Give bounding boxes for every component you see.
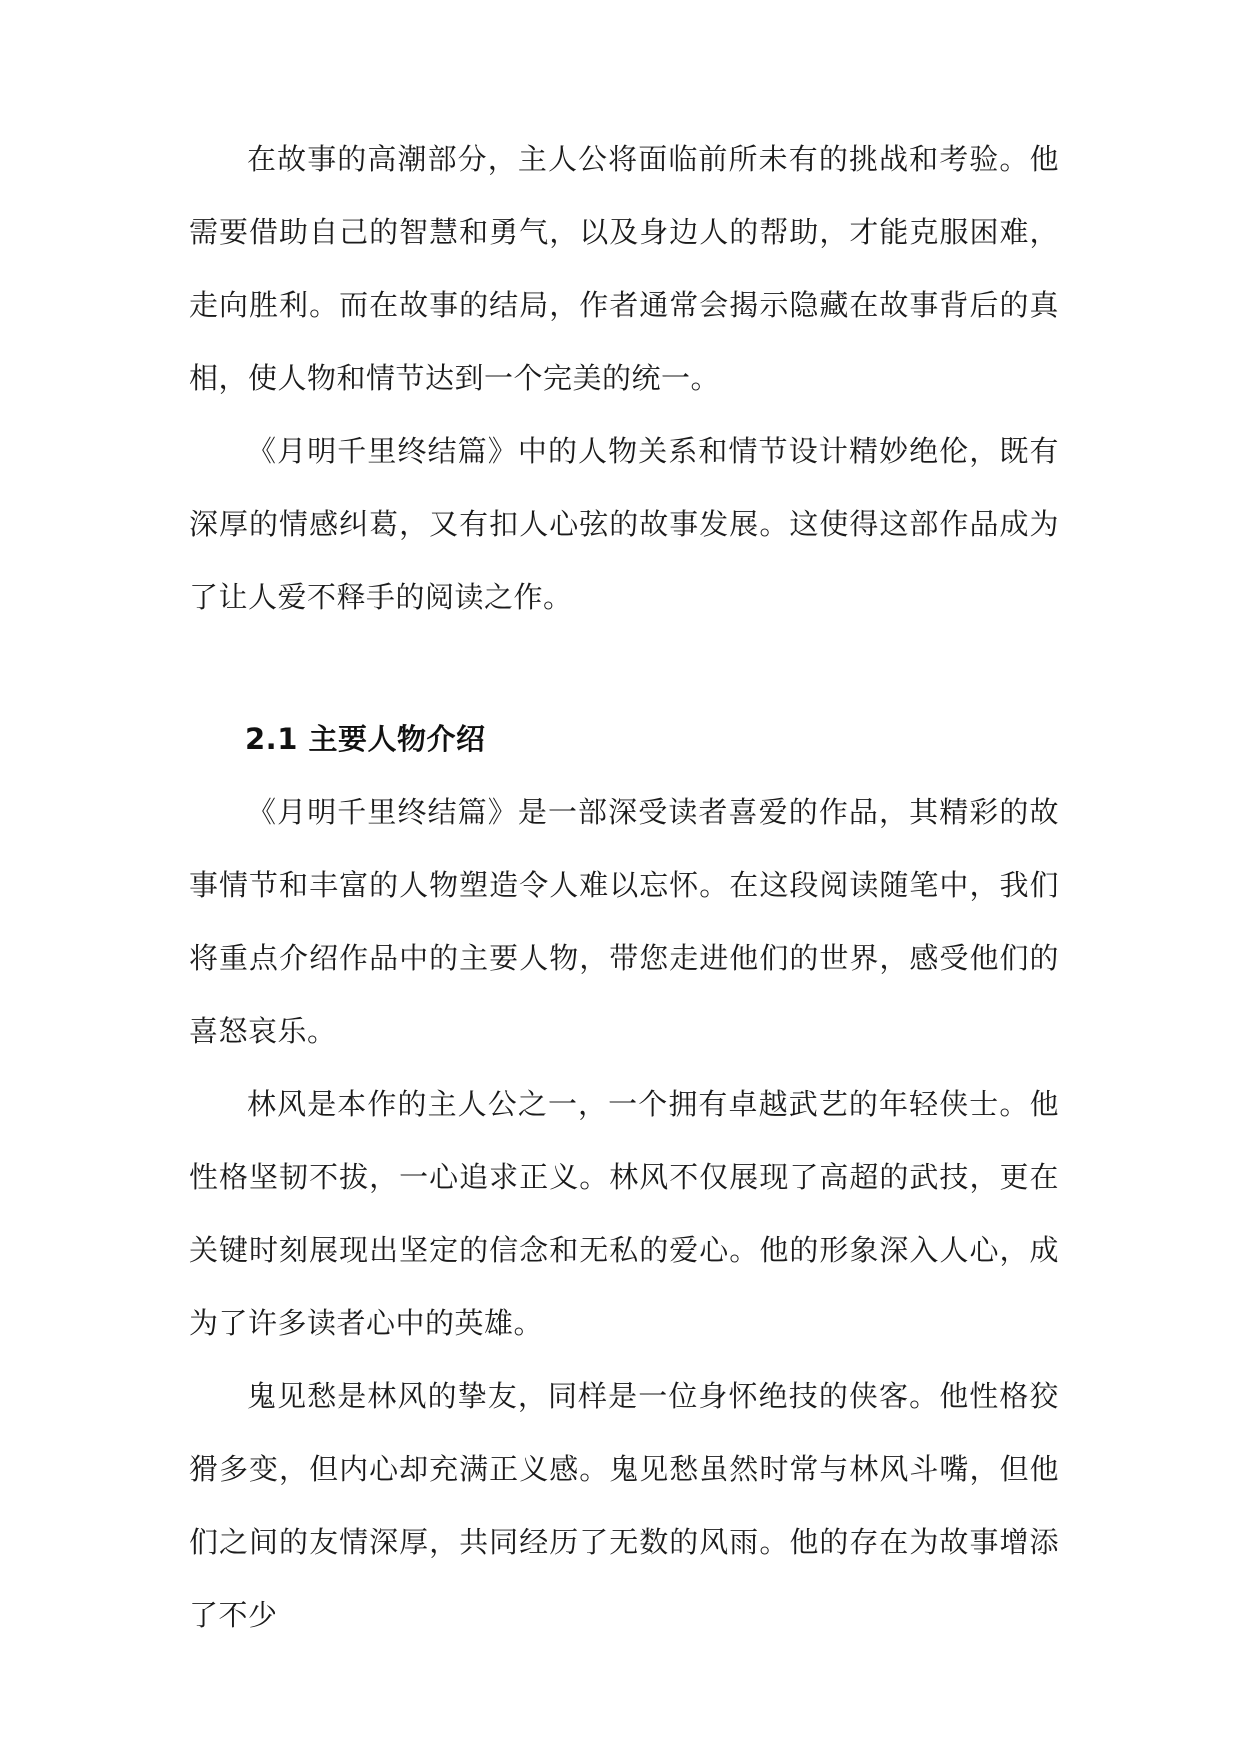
section-heading: 2.1 主要人物介绍 xyxy=(245,722,486,756)
paragraph-gui-jian-chou: 鬼见愁是林风的挚友，同样是一位身怀绝技的侠客。他性格狡猾多变，但内心却充满正义感。鬼见愁虽然时常与林风斗嘴，但他们之间的友情深厚，共同经历了无数的风雨。他的存在为故事增添了不少 xyxy=(189,1379,1059,1632)
paragraph-work-intro: 《月明千里终结篇》是一部深受读者喜爱的作品，其精彩的故事情节和丰富的人物塑造令人难以忘怀。在这段阅读随笔中，我们将重点介绍作品中的主要人物，带您走进他们的世界，感受他们的喜怒哀乐。 xyxy=(189,795,1059,1048)
bottom-text-block xyxy=(189,776,1059,1652)
top-text-block xyxy=(189,123,1059,634)
paragraph-relationships-plot: 《月明千里终结篇》中的人物关系和情节设计精妙绝伦，既有深厚的情感纠葛，又有扣人心弦的故事发展。这使得这部作品成为了让人爱不释手的阅读之作。 xyxy=(189,434,1059,614)
paragraph-climax-ending: 在故事的高潮部分，主人公将面临前所未有的挑战和考验。他需要借助自己的智慧和勇气，以及身边人的帮助，才能克服困难，走向胜利。而在故事的结局，作者通常会揭示隐藏在故事背后的真相，使人物和情节达到一个完美的统一。 xyxy=(189,142,1059,395)
paragraph-lin-feng: 林风是本作的主人公之一，一个拥有卓越武艺的年轻侠士。他性格坚韧不拔，一心追求正义。林风不仅展现了高超的武技，更在关键时刻展现出坚定的信念和无私的爱心。他的形象深入人心，成为了许多读者心中的英雄。 xyxy=(189,1087,1059,1340)
